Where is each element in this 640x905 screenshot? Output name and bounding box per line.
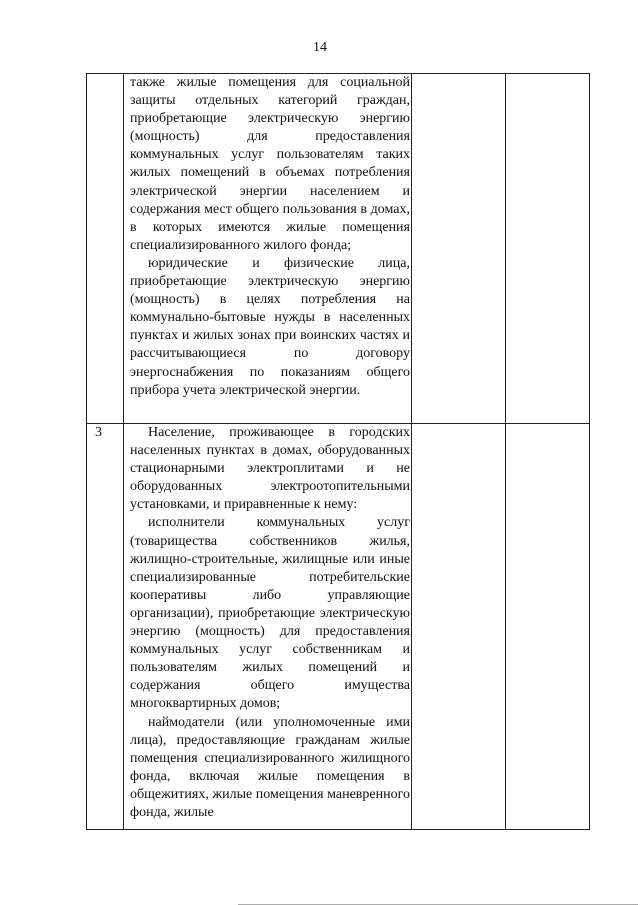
paragraph: Население, проживающее в городских населенных пунктах в домах, оборудованных стационарными электроплитами и не оборудованных электроотопительными установками, и приравненные к нему: [130,425,410,513]
table-row-description [130,74,410,400]
tariff-table [86,73,590,830]
paragraph: исполнители коммунальных услуг (товарищества собственников жилья, жилищно-строительные, жилищные или иные специализированные потребительские кооперативы либо управляющие организации), приобретающие электрическую энергию (мощность) для предоставления коммунальных услуг собственникам и пользователям жилых помещений и содержания общего имущества многоквартирных домов; [130,515,410,712]
column-divider [505,74,506,829]
table-row-description [130,424,410,822]
paragraph: также жилые помещения для социальной защиты отдельных категорий граждан, приобретающие электрическую энергию (мощность) для предоставления коммунальных услуг пользователям таких жилых помещений в объемах потребления электрической энергии населением и содержания мест общего пользования в домах, в которых имеются жилые помещения специализированного жилого фонда; [130,75,410,253]
page-number: 14 [313,40,327,55]
column-divider [411,74,412,829]
row-number: 3 [95,425,102,440]
column-divider [123,74,124,829]
paragraph: юридические и физические лица, приобретающие электрическую энергию (мощность) в целях потребления на коммунально-бытовые нужды в населенных пунктах и жилых зонах при воинских частях и рассчитывающиеся по договору энергоснабжения по показаниям общего прибора учета электрической энергии. [130,255,410,398]
paragraph: наймодатели (или уполномоченные ими лица), предоставляющие гражданам жилые помещения специализированного жилищного фонда, включая жилые помещения в общежитиях, жилые помещения маневренного фонда, жилые [130,714,410,820]
